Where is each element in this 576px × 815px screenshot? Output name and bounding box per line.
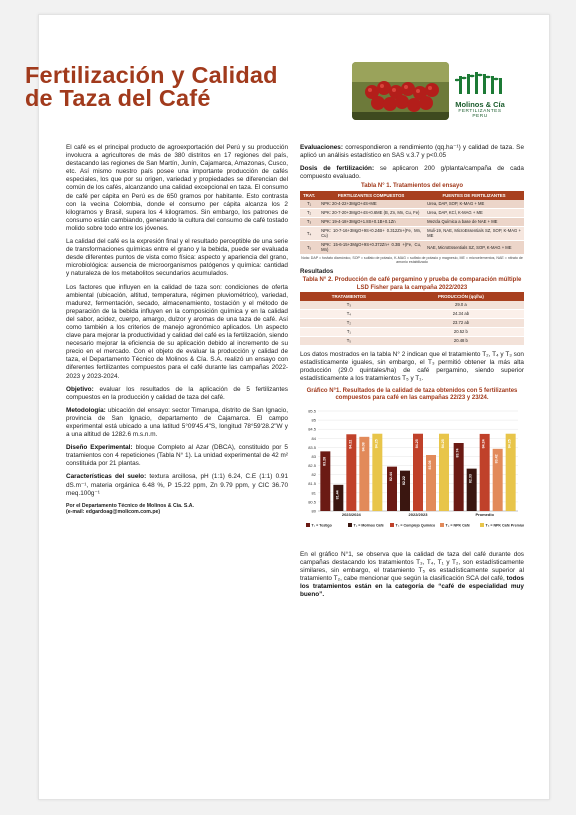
left-column	[66, 144, 288, 515]
table2-row	[300, 309, 524, 318]
y-tick-label: 82	[311, 471, 316, 477]
table1-cell-compound: NPK: 19-4-18+3MgO+1.8S+0.1B+0.1Zn	[318, 217, 424, 226]
evaluations-paragraph	[300, 144, 524, 160]
methodology-label: Metodología:	[66, 406, 106, 414]
soil-text: textura arcillosa, pH (1:1) 6.24, C.E (1:1) 0.91 dS.m⁻¹, materia orgánica 6.48 %, P 15.22 ppm, Zn 9.79 ppm, y CIC 36.70 meq.100g⁻¹	[66, 473, 289, 497]
results-paragraph: Los datos mostrados en la tabla N° 2 indican que el tratamiento T₂, T₄ y T₃ son estadísticamente iguales, sin embargo, el T₃ permitió obtener la más alta producción (29.0 quintales/ha) de café pergamino, siendo superior estadísticamente a los tratamientos T₅ y T₁.	[300, 350, 524, 383]
x-tick-label: 2022/2023	[408, 511, 428, 517]
legend-swatch	[390, 523, 394, 527]
table2-header-treatments: TRATAMIENTOS	[300, 292, 398, 301]
y-tick-label: 84	[311, 435, 316, 441]
bar-value-label: 84.25	[507, 438, 512, 448]
y-tick-label: 84.5	[308, 426, 316, 432]
soil-label: Características del suelo:	[66, 473, 147, 481]
table2-row	[300, 318, 524, 327]
table2-cell-treatment: T₅	[300, 336, 398, 345]
table1-row	[300, 240, 524, 254]
bar-value-label: 82.44	[389, 471, 393, 481]
results-heading: Resultados	[300, 268, 334, 276]
author-email[interactable]: (e-mail: edgardoag@molicom.com.pe)	[66, 508, 161, 515]
chart-paragraph-text: En el gráfico N°1, se observa que la calidad de taza del café durante dos campañas destacando los tratamientos T₃, T₄, T₁ y T₂, son estadísticamente similares, sin embargo, el tratamiento T₅ es estadísticamente superior al tratamiento T₂, cabe mencionar que según la clasificación SCA del café,	[300, 550, 524, 583]
page-title	[25, 64, 325, 110]
chart-paragraph-conclusion: todos los tratamientos están en la categoría de “café de especialidad muy bueno”.	[300, 575, 524, 599]
table1-cell-source: Mezcla Química a base de NAE + ME	[424, 217, 524, 226]
logo-country: PERU	[472, 114, 488, 119]
y-tick-label: 83.5	[308, 444, 316, 450]
bar-value-label: 84.25	[441, 438, 445, 448]
evaluations-text: correspondieron a rendimiento (qq.ha⁻¹) y calidad de taza. Se aplicó un análisis estadístico en SAS v.3.7 y p<0.05	[300, 144, 524, 160]
chart-caption: Gráfico N°1. Resultados de la calidad de taza obtenidos con 5 fertilizantes compuestos para café en las campañas 22/23 y 23/24.	[306, 388, 518, 402]
y-tick-label: 85	[311, 417, 316, 423]
table1-header-sources: FUENTES DE FERTILIZANTES	[424, 191, 524, 200]
bar-value-label: 84.24	[481, 439, 486, 449]
bar-value-label: 84.22	[348, 439, 353, 449]
quality-paragraph: La calidad del café es la expresión final y el resultado perceptible de una serie de transformaciones químicas entre el grano y la bebida, puede ser evaluada desde diferentes puntos de vista como física: aspecto y apariencia del grano, microbiológica: ausencia de microorganismos patógenos y química: cantidad y naturaleza de los metabolitos secundarios acumulados.	[66, 238, 288, 278]
table1-cell-source: Muli-19, NAE, MicroEssentials SZ, SOP, K-MAG + ME	[424, 226, 524, 240]
legend-entry: T₂ = Molinos Café	[353, 523, 384, 528]
dose-text: se aplicaron 200 g/planta/campaña de cada compuesto evaluado.	[300, 165, 524, 181]
table2-cell-production: 20.52 b	[398, 327, 524, 336]
table1-cell-source: Urea, DAP, KCl, K-MAG + ME	[424, 208, 524, 217]
logo-subtitle: FERTILIZANTES	[458, 109, 502, 114]
table1-cell-trat: T₄	[300, 226, 318, 240]
legend-entry: T₃ = Complejo Químico	[395, 523, 436, 528]
cup-quality-chart	[300, 405, 524, 545]
table1-header-trat: TRAT.	[300, 191, 318, 200]
methodology-paragraph	[66, 407, 288, 439]
table2-cell-production: 23.72 ab	[398, 318, 524, 327]
objective-text: evaluar los resultados de la aplicación de 5 fertilizantes compuestos en la producción y calidad de taza del café.	[66, 385, 289, 401]
table2-cell-production: 20.48 b	[398, 336, 524, 345]
legend-swatch	[480, 523, 484, 527]
bar-value-label: 81.44	[335, 489, 340, 499]
table2-cell-treatment: T₂	[300, 318, 398, 327]
y-tick-label: 82.5	[308, 462, 316, 468]
dose-paragraph	[300, 165, 524, 181]
bar-value-label: 83.08	[428, 460, 432, 470]
table1-row	[300, 226, 524, 240]
table2-cell-treatment: T₁	[300, 327, 398, 336]
table1-cell-trat: T₂	[300, 208, 318, 217]
y-tick-label: 80.5	[308, 499, 316, 505]
bar-value-label: 84.08	[361, 441, 366, 451]
company-logo	[450, 72, 510, 122]
table1-cell-trat: T₅	[300, 240, 318, 254]
legend-entry: T₄ = NPK Café	[445, 523, 470, 528]
intro-paragraph: El café es el principal producto de agroexportación del Perú y su producción involucra a agricultores de más de 380 distritos en 17 regiones del país, destacando las regiones de San Martín, Junín, Cajamarca, Amazonas, Cusco, etc. Así mismo nuestro país posee una importante producción de cafés especiales, los que por su origen, variedad y propiedades se diferencian del común de los cafés, alcanzando una calidad excepcional en taza. El consumo de café per cápita en Perú es de 650 gramos por habitante. Esto contrasta con la vecina Colombia, donde el consumo per cápita alcanza los 2 kilogramos y Brasil, supera los 4 kilogramos. Sin embargo, los patrones de consumo están cambiando, generando la cultura del consumo de café tostado molido sobre todo entre los jóvenes.	[66, 144, 288, 232]
legend-swatch	[306, 523, 310, 527]
table1-cell-source: NAE, MicroEssentials SZ, SOP, K-MAG + ME	[424, 240, 524, 254]
table1-note: Nota: DAP = fosfato diamónico, SOP = sulfato de potasio, K-MAG = sulfato de potasio y magnesio, ME = microelementos, NAE = nitrato de amonio estabilizado	[301, 255, 523, 264]
x-tick-label: Promedio	[475, 511, 494, 517]
legend-entry: T₅ = NPK Café Premium	[485, 523, 524, 528]
right-column	[300, 144, 524, 604]
table2-row	[300, 336, 524, 345]
factors-paragraph: Los factores que influyen en la calidad de taza son: condiciones de oferta ambiental (ubicación, altitud, temperatura, régimen pluviométrico), variedad, madurez, fermentación, secado, almacenamiento, tostación y el método de preparación de la bebida influyen en la composición química y en la calidad del sabor, acidez, cuerpo, amargo, dulzor y aromas de una taza de café. Así como también a los criterios de manejo agronómico aplicados. Un aspecto clave para mejorar la productividad y calidad del café es la fertilización, siendo necesario mejorar la eficiencia de su aplicación debido al incremento de su precio en el mercado. Con el objeto de evaluar la producción y calidad de taza, el Departamento Técnico de Molinos & Cía. S.A. realizó un ensayo con diferentes fertilizantes compuestos para el café durante las campañas 2022-2023 y 2023-2024.	[66, 283, 289, 380]
table1-cell-trat: T₁	[300, 200, 318, 209]
treatments-table	[300, 191, 524, 255]
table1-row	[300, 208, 524, 217]
table2-caption: Tabla N° 2. Producción de café pergamino y prueba de comparación múltiple LSD Fisher para la campaña 2022/2023	[302, 277, 522, 291]
legend-swatch	[440, 523, 444, 527]
design-label: Diseño Experimental:	[66, 444, 133, 452]
soil-paragraph	[66, 473, 288, 497]
chart-paragraph	[300, 551, 524, 600]
y-tick-label: 81.5	[308, 480, 316, 486]
green-plant-logo-icon	[455, 72, 505, 94]
evaluations-label: Evaluaciones:	[300, 144, 343, 151]
bar-value-label: 83.28	[322, 456, 327, 466]
table1-caption: Tabla N° 1. Tratamientos del ensayo	[361, 183, 463, 190]
legend-swatch	[348, 523, 352, 527]
table1-cell-compound: NPK: 10-7-16+3MgO+9S+0.24B+ 0.312Zn+(Fe, Mn, Cu)	[318, 226, 424, 240]
table2-row	[300, 327, 524, 336]
production-table	[300, 292, 524, 346]
table2-cell-treatment: T₃	[300, 301, 398, 310]
y-tick-label: 83	[311, 453, 316, 459]
table1-cell-source: Urea, DAP, SOP, K-MAG + ME	[424, 200, 524, 209]
table2-header-row	[300, 292, 524, 301]
table1-row	[300, 200, 524, 209]
dose-label: Dosis de fertilización:	[300, 165, 375, 173]
table1-cell-trat: T₃	[300, 217, 318, 226]
table2-cell-production: 29.0 a	[398, 301, 524, 310]
bar-value-label: 83.42	[494, 453, 499, 463]
bar-value-label: 82.22	[402, 475, 406, 485]
x-tick-label: 2023/2024	[341, 511, 361, 517]
design-text: bloque Completo al Azar (DBCA), constituido por 5 tratamientos con 4 repeticiones (Tabla N° 1). La unidad experimental de 42 m² constituida por 21 plantas.	[66, 444, 288, 468]
legend-entry: T₁ = Testigo	[311, 523, 332, 528]
table1-cell-compound: NPK: 20-4-22+3MgO+4S+ME	[318, 200, 424, 209]
logo-brand-text: Molinos & Cía	[455, 100, 505, 109]
table2-cell-production: 24.34 ab	[398, 309, 524, 318]
bar-value-label: 84.25	[374, 438, 379, 448]
table1-header-row	[300, 191, 524, 200]
bar-value-label: 84.25	[415, 438, 419, 448]
y-tick-label: 85.5	[308, 408, 316, 414]
table1-row	[300, 217, 524, 226]
table1-header-compounds: FERTILIZANTES COMPUESTOS	[318, 191, 424, 200]
table2-row	[300, 301, 524, 310]
bar-value-label: 83.74	[455, 448, 460, 458]
objective-label: Objetivo:	[66, 385, 94, 393]
bar-value-label: 82.33	[468, 473, 473, 483]
table1-cell-compound: NPK: 15-6-15+3MgO+9S+0.372Zn+ 0.3B +(Fe, Cu, Mn)	[318, 240, 424, 254]
table2-header-production: PRODUCCIÓN (qq/ha)	[398, 292, 524, 301]
title-line-2: de Taza del Café	[25, 85, 211, 111]
author-credit: Por el Departamento Técnico de Molinos & Cía. S.A.	[66, 502, 194, 509]
design-paragraph	[66, 444, 288, 468]
y-tick-label: 80	[311, 508, 316, 514]
y-tick-label: 81	[311, 489, 316, 495]
methodology-text: ubicación del ensayo: sector Timarupa, distrito de San Ignacio, provincia de San Ignacio, departamento de Cajamarca. El campo experimental está ubicado a una latitud 5°09'45.4"S, longitud 78°59'28.2"W y a una altitud de 1282.6 m.s.n.m.	[66, 406, 288, 439]
title-line-1: Fertilización y Calidad	[25, 62, 278, 88]
coffee-cherries-photo	[352, 62, 449, 120]
table1-cell-compound: NPK: 20-7-20+3MgO+4S+0.6ME (B, Zn, Mn, Cu, Fe)	[318, 208, 424, 217]
objective-paragraph	[66, 386, 288, 402]
table2-cell-treatment: T₄	[300, 309, 398, 318]
